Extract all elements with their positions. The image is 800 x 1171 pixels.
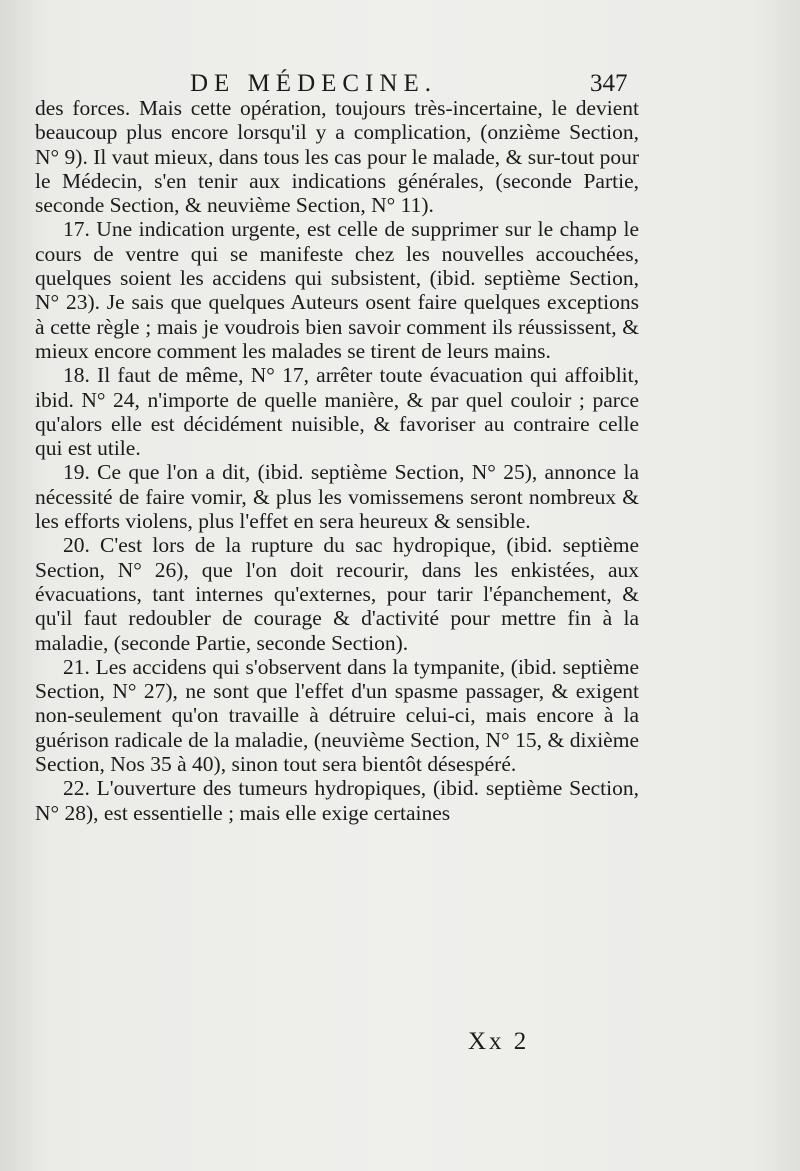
paragraph-22: 22. L'ouverture des tumeurs hydropiques, (ibid. septième Section, N° 28), est essentielle ; mais elle exige certaines <box>35 776 639 825</box>
page-number: 347 <box>590 70 628 97</box>
body-text <box>35 96 639 825</box>
paragraph-continuation: des forces. Mais cette opération, toujours très-incertaine, le devient beaucoup plus encore lorsqu'il y a complication, (onzième Section, N° 9). Il vaut mieux, dans tous les cas pour le malade, & sur-tout pour le Médecin, s'en tenir aux indications générales, (seconde Partie, seconde Section, & neuvième Section, N° 11). <box>35 96 639 218</box>
paragraph-20: 20. C'est lors de la rupture du sac hydropique, (ibid. septième Section, N° 26), que l'on doit recourir, dans les enkistées, aux évacuations, tant internes qu'externes, pour tarir l'épanchement, & qu'il faut redoubler de courage & d'activité pour mettre fin à la maladie, (seconde Partie, seconde Section). <box>35 533 639 655</box>
page-header-title: DE MÉDECINE. <box>190 70 437 97</box>
paragraph-18: 18. Il faut de même, N° 17, arrêter toute évacuation qui affoiblit, ibid. N° 24, n'importe de quelle manière, & par quel couloir ; parce qu'alors elle est décidément nuisible, & favoriser au contraire celle qui est utile. <box>35 363 639 461</box>
signature-mark: Xx 2 <box>468 1028 530 1055</box>
paragraph-17: 17. Une indication urgente, est celle de supprimer sur le champ le cours de ventre qui se manifeste chez les nouvelles accouchées, quelques soient les accidens qui subsistent, (ibid. septième Section, N° 23). Je sais que quelques Auteurs osent faire quelques exceptions à cette règle ; mais je voudrois bien savoir comment ils réussissent, & mieux encore comment les malades se tirent de leurs mains. <box>35 217 639 363</box>
paragraph-21: 21. Les accidens qui s'observent dans la tympanite, (ibid. septième Section, N° 27), ne sont que l'effet d'un spasme passager, & exigent non-seulement qu'on travaille à détruire celui-ci, mais encore à la guérison radicale de la maladie, (neuvième Section, N° 15, & dixième Section, Nos 35 à 40), sinon tout sera bientôt désespéré. <box>35 654 639 777</box>
paragraph-19: 19. Ce que l'on a dit, (ibid. septième Section, N° 25), annonce la nécessité de faire vomir, & plus les vomissemens seront nombreux & les efforts violens, plus l'effet en sera heureux & sensible. <box>35 460 639 534</box>
